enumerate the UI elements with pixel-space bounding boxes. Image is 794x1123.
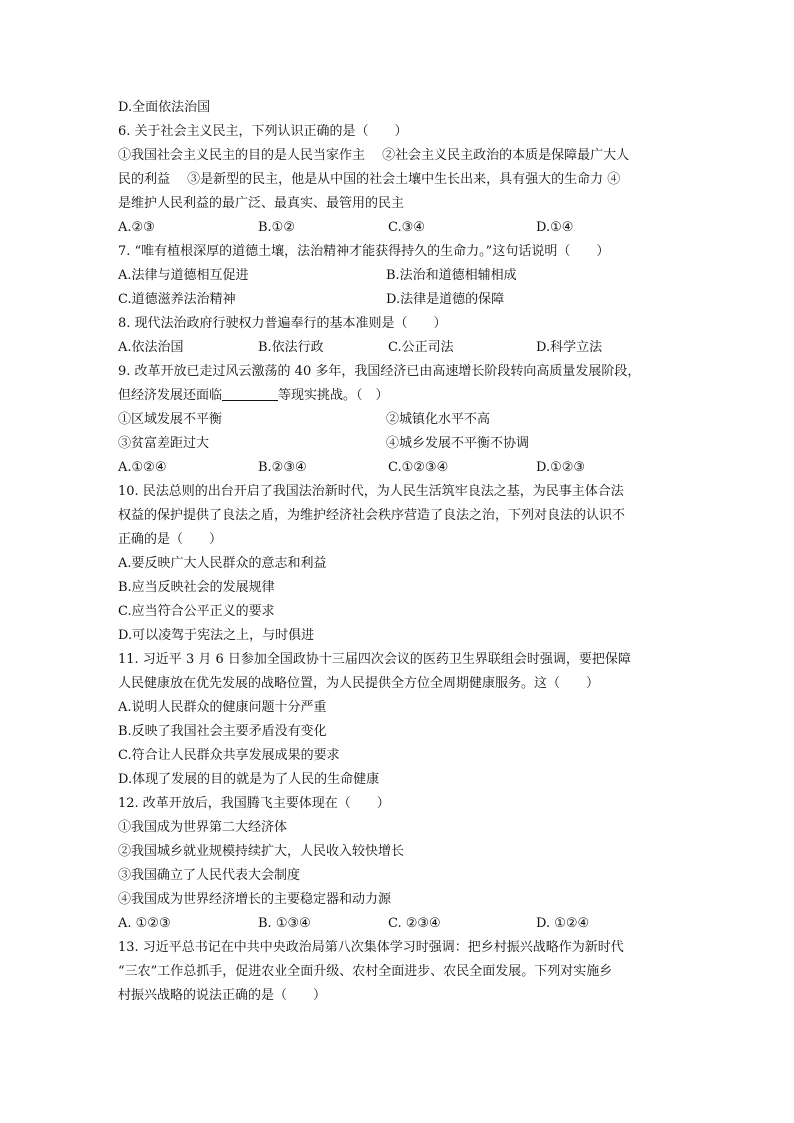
question-text: ①我国社会主义民主的目的是人民当家作主 ②社会主义民主政治的本质是保障最广大人 (118, 148, 630, 163)
option-d: D.①④ (536, 220, 574, 235)
options-row (118, 456, 684, 480)
question-content (118, 96, 684, 1008)
option-a: A. ①②③ (118, 916, 171, 931)
question-11: 11. 习近平 3 月 6 日参加全国政协十三届四次会议的医药卫生界联组会时强调，要把保障 (118, 652, 631, 667)
option-c: C. ②③④ (388, 916, 441, 931)
question-12: 12. 改革开放后，我国腾飞主要体现在（ ） (118, 796, 390, 811)
options-row (118, 432, 684, 456)
question-text: 权益的保护提供了良法之盾，为维护经济社会秩序营造了良法之治，下列对良法的认识不 (118, 508, 626, 523)
option-d: D.法律是道德的保障 (386, 292, 505, 307)
statement-3: ③贫富差距过大 (118, 436, 210, 451)
options-row (118, 264, 684, 288)
option-a: A.依法治国 (118, 340, 184, 355)
option-d: D.科学立法 (536, 340, 603, 355)
statement-1: ①我国成为世界第二大经济体 (118, 820, 288, 835)
option-b: B.法治和道德相辅相成 (386, 268, 517, 283)
question-text: 是维护人民利益的最广泛、最真实、最管用的民主 (118, 196, 405, 211)
option-a: A.①②④ (118, 460, 167, 475)
option-text: D.全面依法治国 (118, 100, 211, 115)
options-row (118, 288, 684, 312)
options-row (118, 216, 684, 240)
question-9: 9. 改革开放已走过风云激荡的 40 多年，我国经济已由高速增长阶段转向高质量发展阶段， (118, 364, 641, 379)
question-7: 7. “唯有植根深厚的道德土壤，法治精神才能获得持久的生命力。”这句话说明（ ） (118, 244, 610, 259)
statement-3: ③我国确立了人民代表大会制度 (118, 868, 301, 883)
statement-4: ④我国成为世界经济增长的主要稳定器和动力源 (118, 892, 392, 907)
fill-blank (222, 386, 278, 401)
statement-4: ④城乡发展不平衡不协调 (386, 436, 530, 451)
question-text: 正确的是（ ） (118, 532, 223, 547)
options-row (118, 408, 684, 432)
question-text-part: 但经济发展还面临 (118, 388, 223, 403)
option-c: C.公正司法 (388, 340, 454, 355)
option-c: C.应当符合公平正义的要求 (118, 604, 275, 619)
option-a: A.说明人民群众的健康问题十分严重 (118, 700, 327, 715)
question-text: 民的利益 ③是新型的民主，他是从中国的社会土壤中生长出来，具有强大的生命力 ④ (118, 172, 621, 187)
question-text: “三农”工作总抓手，促进农业全面升级、农村全面进步、农民全面发展。下列对实施乡 (118, 964, 613, 979)
option-c: C.符合让人民群众共享发展成果的要求 (118, 748, 340, 763)
option-b: B.②③④ (258, 460, 307, 475)
option-b: B.应当反映社会的发展规律 (118, 580, 275, 595)
option-b: B.依法行政 (258, 340, 324, 355)
option-c: C.①②③④ (388, 460, 449, 475)
question-text: 人民健康放在优先发展的战略位置，为人民提供全方位全周期健康服务。这（ ） (118, 676, 600, 691)
option-a: A.要反映广大人民群众的意志和利益 (118, 556, 327, 571)
option-b: B.反映了我国社会主要矛盾没有变化 (118, 724, 327, 739)
options-row (118, 336, 684, 360)
option-d: D.体现了发展的目的就是为了人民的生命健康 (118, 772, 380, 787)
question-text: 村振兴战略的说法正确的是（ ） (118, 988, 327, 1003)
statement-1: ①区域发展不平衡 (118, 412, 223, 427)
statement-2: ②城镇化水平不高 (386, 412, 491, 427)
option-a: A.法律与道德相互促进 (118, 268, 249, 283)
question-text-part: 等现实挑战。（ ） (278, 388, 389, 403)
question-13: 13. 习近平总书记在中共中央政治局第八次集体学习时强调：把乡村振兴战略作为新时代 (118, 940, 624, 955)
option-c: C.③④ (388, 220, 425, 235)
question-6: 6. 关于社会主义民主，下列认识正确的是（ ） (118, 124, 408, 139)
option-b: B.①② (258, 220, 295, 235)
option-c: C.道德滋养法治精神 (118, 292, 236, 307)
option-d: D. ①②④ (536, 916, 590, 931)
question-10: 10. 民法总则的出台开启了我国法治新时代，为人民生活筑牢良法之基，为民事主体合法 (118, 484, 624, 499)
option-d: D.可以凌驾于宪法之上，与时俱进 (118, 628, 315, 643)
question-8: 8. 现代法治政府行驶权力普遍奉行的基本准则是（ ） (118, 316, 447, 331)
option-b: B. ①③④ (258, 916, 311, 931)
question-text (118, 384, 684, 408)
option-a: A.②③ (118, 220, 155, 235)
option-d: D.①②③ (536, 460, 586, 475)
statement-2: ②我国城乡就业规模持续扩大，人民收入较快增长 (118, 844, 405, 859)
options-row (118, 912, 684, 936)
